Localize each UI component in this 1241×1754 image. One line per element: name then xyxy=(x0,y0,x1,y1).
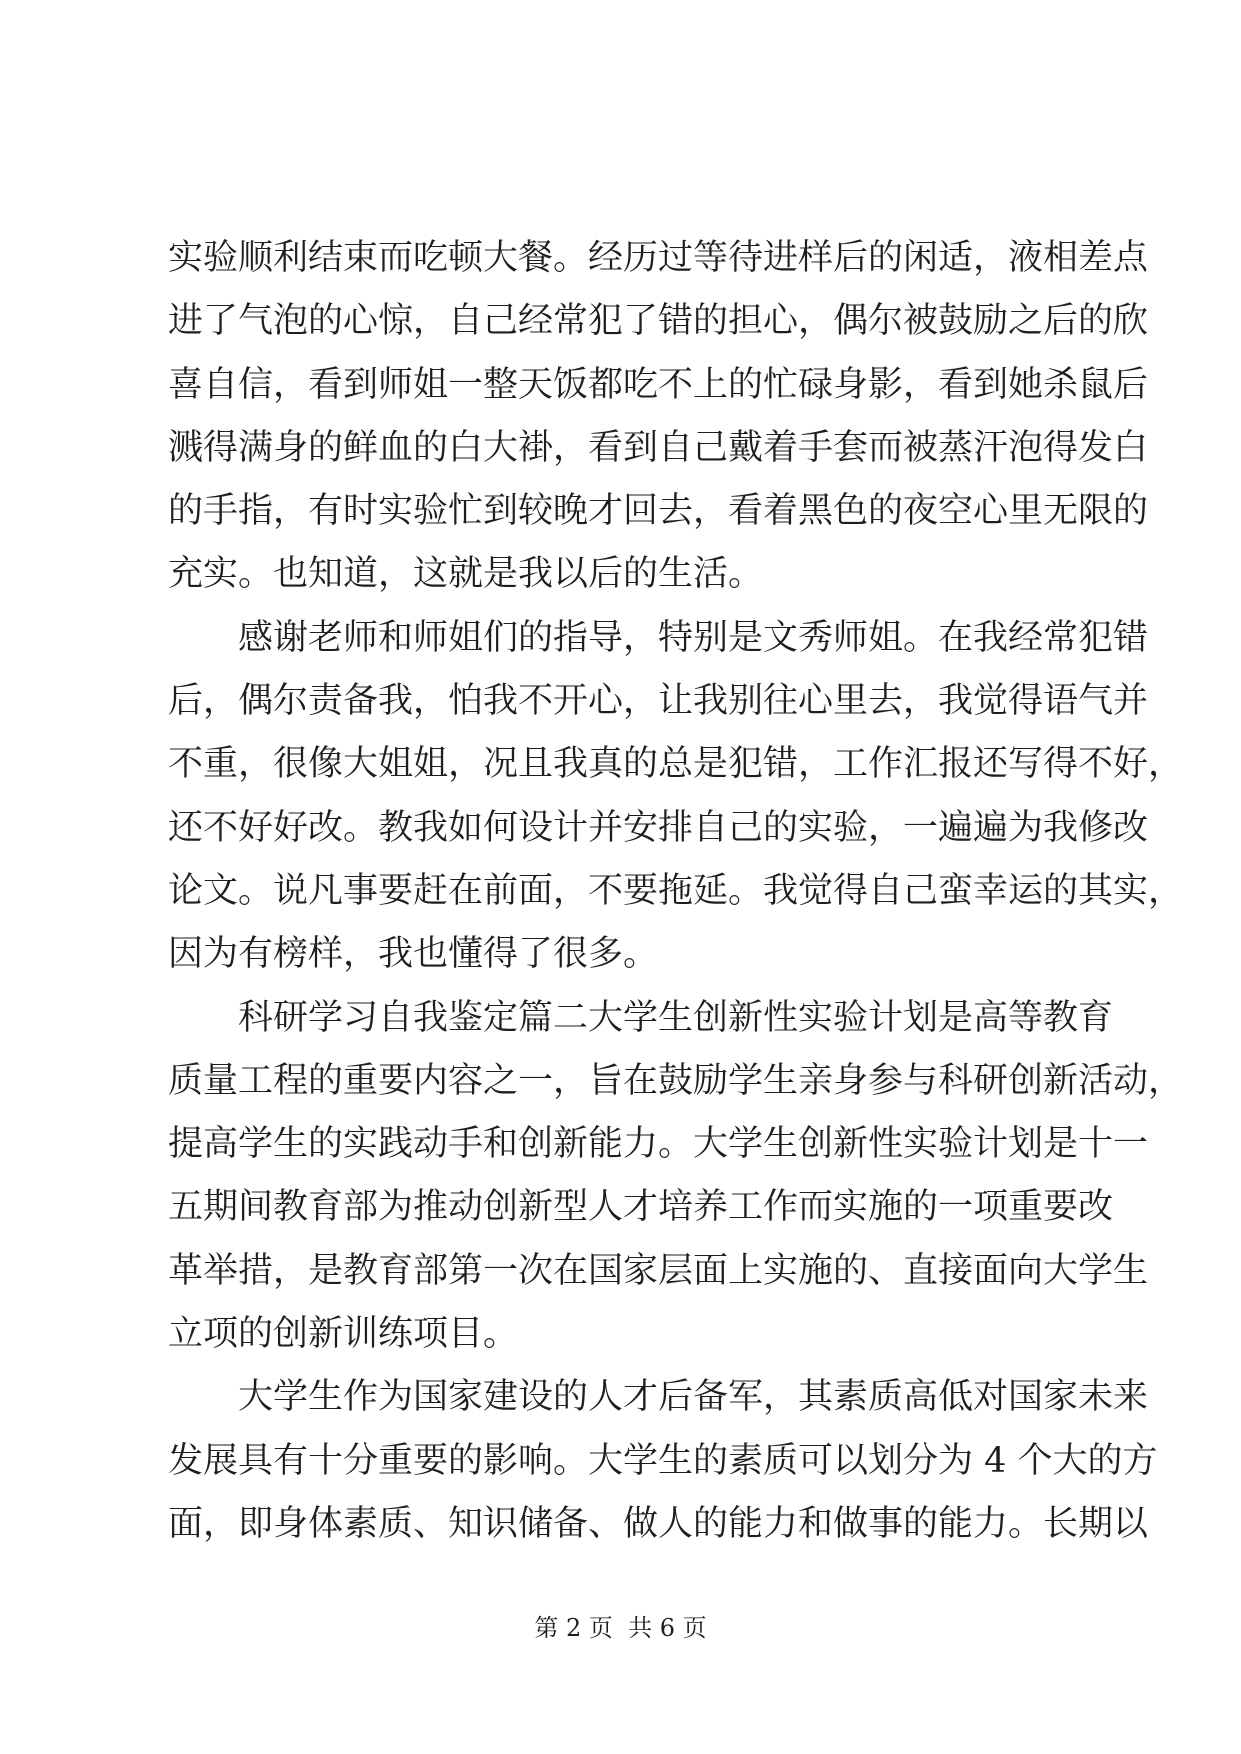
text-line: 不重，很像大姐姐，况且我真的总是犯错，工作汇报还写得不好， xyxy=(168,744,1184,785)
text-line: 还不好好改。教我如何设计并安排自己的实验，一遍遍为我修改 xyxy=(168,807,1149,848)
text-line: 实验顺利结束而吃顿大餐。经历过等待进样后的闲适，液相差点 xyxy=(168,238,1149,278)
text-line: 喜自信，看到师姐一整天饭都吃不上的忙碌身影，看到她杀鼠后 xyxy=(168,364,1149,405)
text-line: 的手指，有时实验忙到较晚才回去，看着黑色的夜空心里无限的 xyxy=(168,491,1149,532)
text-line: 充实。也知道，这就是我以后的生活。 xyxy=(168,554,764,595)
text-line: 感谢老师和师姐们的指导，特别是文秀师姐。在我经常犯错 xyxy=(238,617,1149,658)
text-line: 革举措，是教育部第一次在国家层面上实施的、直接面向大学生 xyxy=(168,1250,1149,1291)
text-line: 质量工程的重要内容之一，旨在鼓励学生亲身参与科研创新活动， xyxy=(168,1060,1184,1101)
text-line: 立项的创新训练项目。 xyxy=(168,1314,519,1355)
text-line: 发展具有十分重要的影响。大学生的素质可以划分为 4 个大的方 xyxy=(168,1440,1158,1481)
text-line: 面，即身体素质、知识储备、做人的能力和做事的能力。长期以 xyxy=(168,1503,1149,1544)
text-line: 溅得满身的鲜血的白大褂，看到自己戴着手套而被蒸汗泡得发白 xyxy=(168,427,1149,468)
page-number: 第 2 页 共 6 页 xyxy=(534,1614,707,1642)
text-line: 论文。说凡事要赶在前面，不要拖延。我觉得自己蛮幸运的其实， xyxy=(168,870,1184,911)
text-line: 进了气泡的心惊，自己经常犯了错的担心，偶尔被鼓励之后的欣 xyxy=(168,301,1149,342)
text-line: 大学生作为国家建设的人才后备军，其素质高低对国家未来 xyxy=(238,1377,1149,1418)
body-text xyxy=(168,227,1184,1556)
text-line: 五期间教育部为推动创新型人才培养工作而实施的一项重要改 xyxy=(168,1187,1114,1228)
text-line: 后，偶尔责备我，怕我不开心，让我别往心里去，我觉得语气并 xyxy=(168,681,1149,722)
text-line: 科研学习自我鉴定篇二大学生创新性实验计划是高等教育 xyxy=(238,997,1114,1038)
text-line: 因为有榜样，我也懂得了很多。 xyxy=(168,934,659,975)
text-line: 提高学生的实践动手和创新能力。大学生创新性实验计划是十一 xyxy=(168,1124,1149,1165)
page-footer xyxy=(0,1608,1241,1643)
